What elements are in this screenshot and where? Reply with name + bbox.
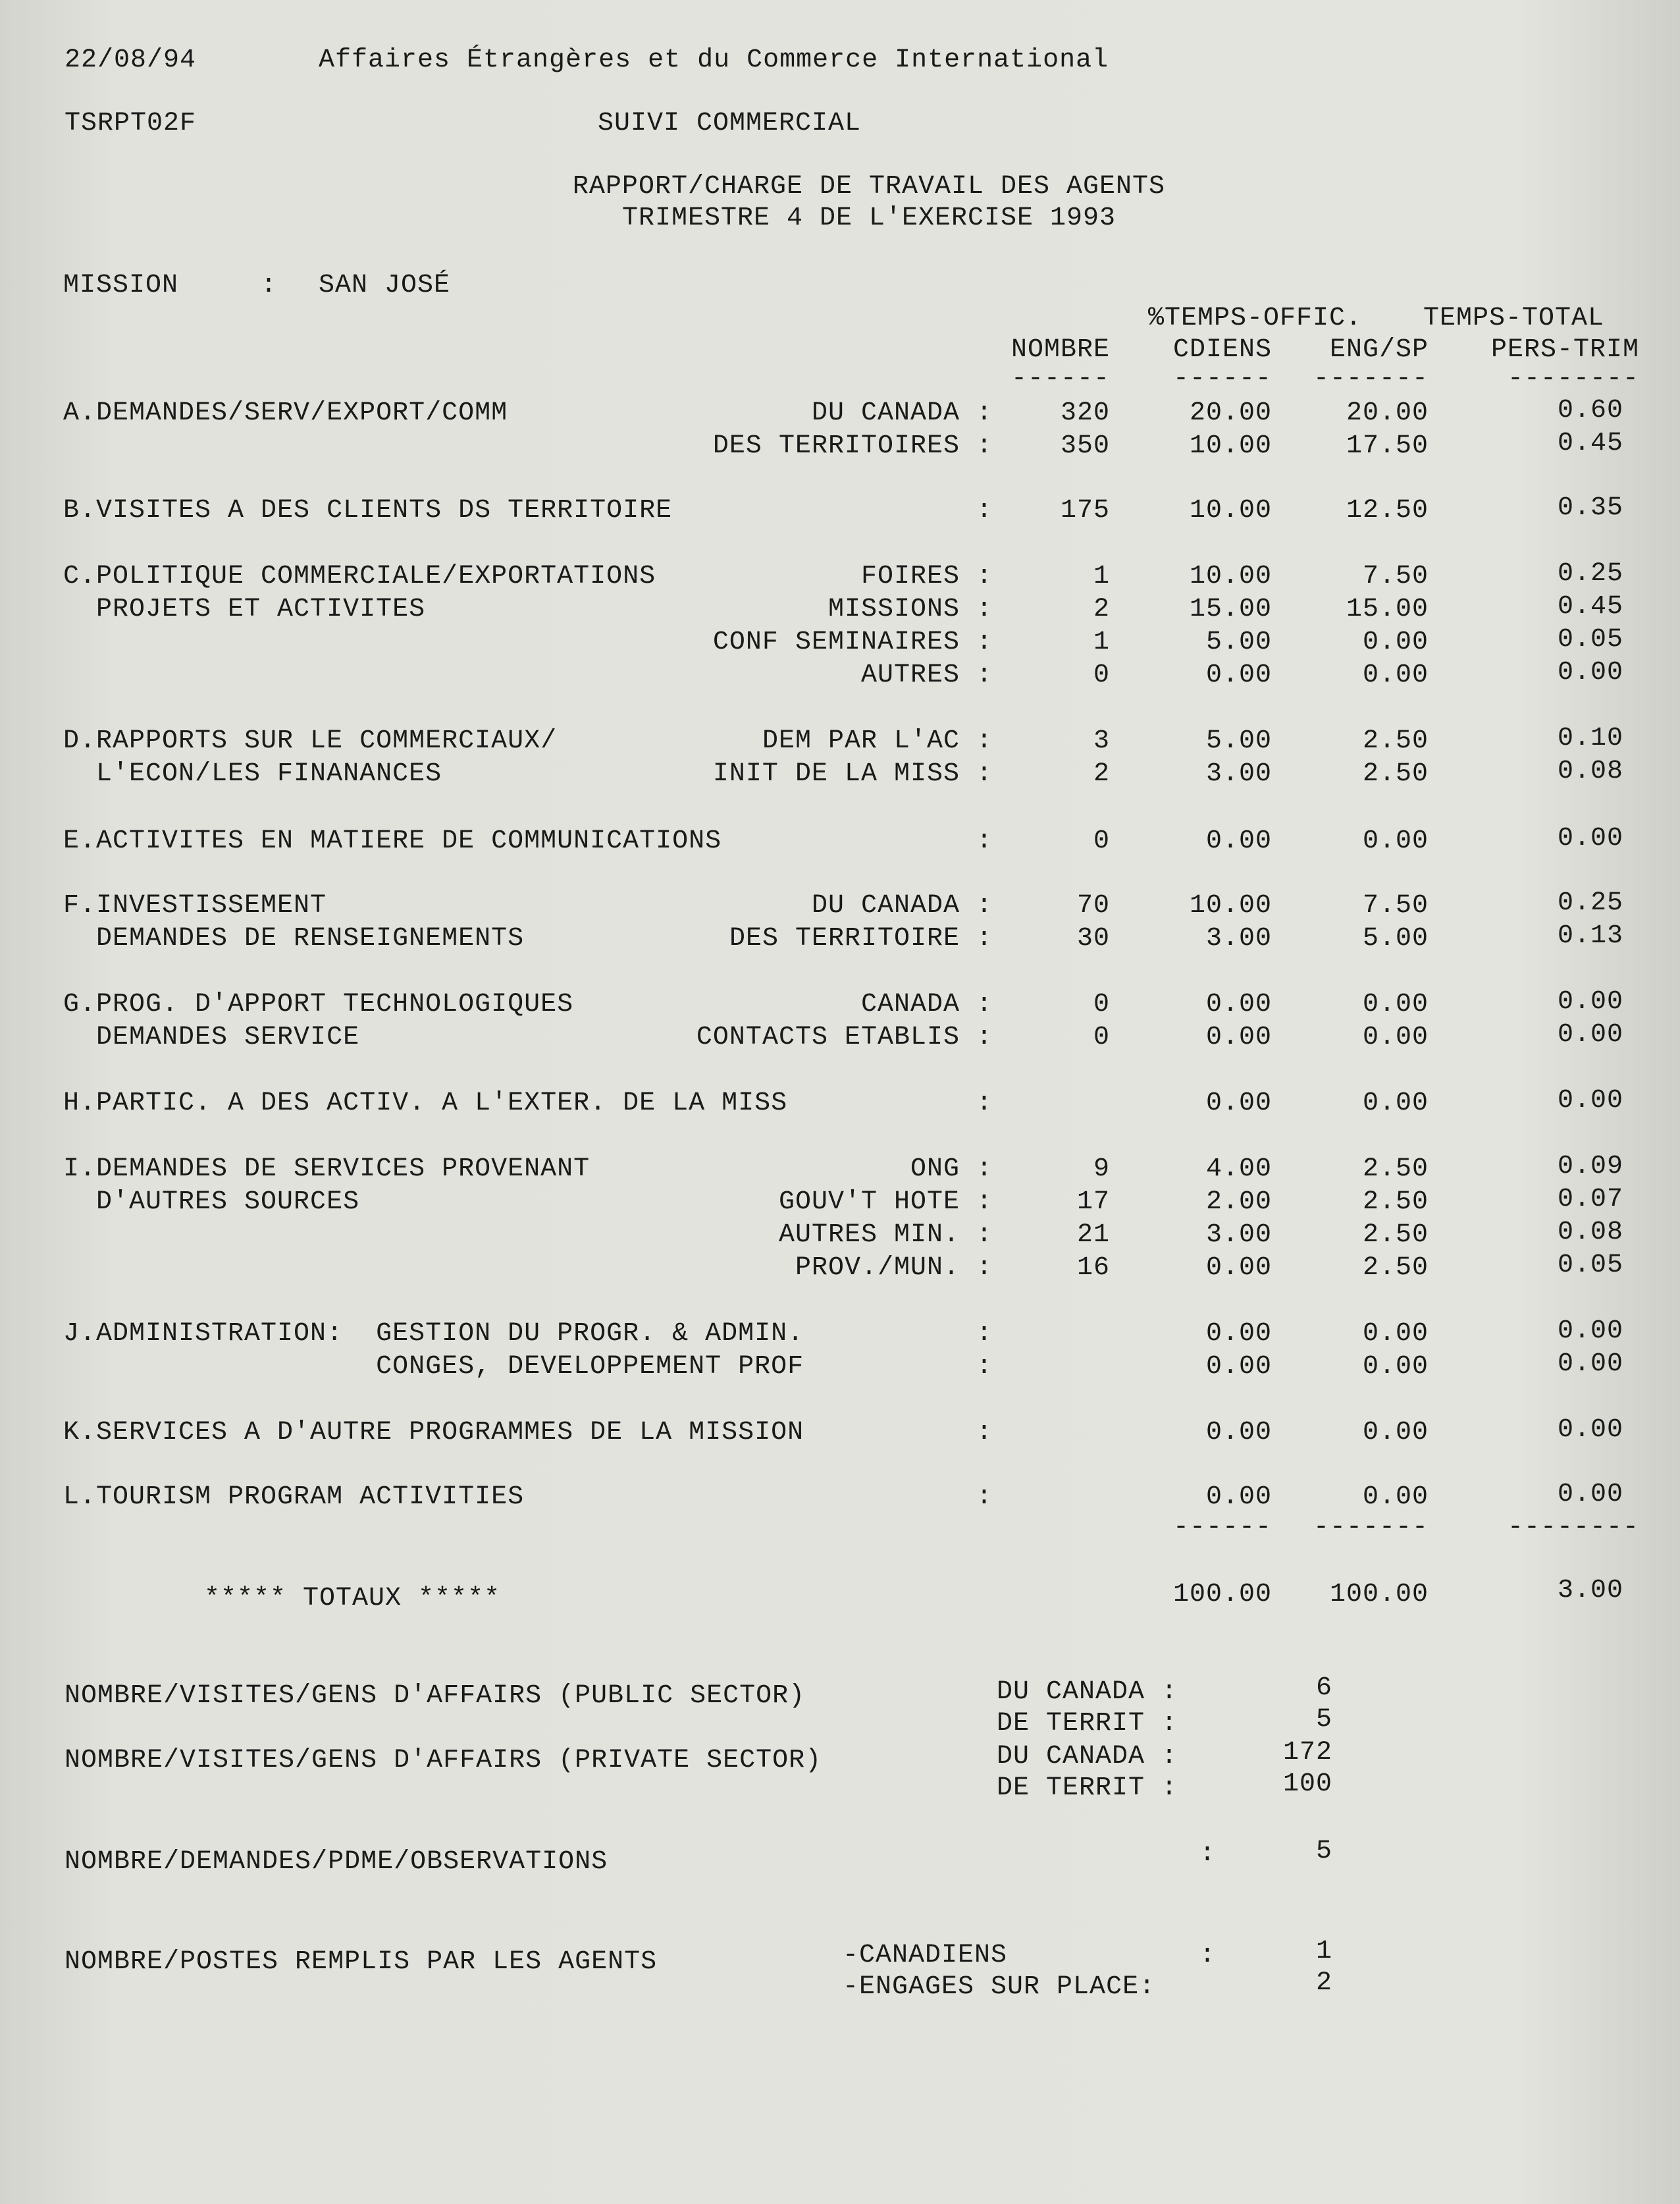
row-perstrim: 0.00 — [1557, 1086, 1623, 1115]
row-perstrim: 0.45 — [1557, 592, 1623, 622]
row-engsp: 15.00 — [1346, 595, 1429, 624]
row-perstrim: 0.10 — [1557, 724, 1623, 753]
canadiens-separator: : — [1199, 1941, 1217, 1970]
totals-rule-perstrim: -------- — [1507, 1513, 1639, 1542]
col-nombre-rule: ------ — [1011, 364, 1110, 394]
row-cdiens: 4.00 — [1205, 1154, 1272, 1184]
pdme-label: NOMBRE/DEMANDES/PDME/OBSERVATIONS — [65, 1847, 608, 1877]
private-de-territ-label: DE TERRIT : — [997, 1773, 1178, 1803]
private-du-canada-value: 172 — [1282, 1738, 1332, 1767]
row-sublabel: DES TERRITOIRES : — [712, 431, 993, 461]
report-date: 22/08/94 — [65, 45, 197, 75]
row-nombre: 70 — [1076, 891, 1110, 921]
row-engsp: 7.50 — [1362, 562, 1429, 591]
row-label: I.DEMANDES DE SERVICES PROVENANT — [63, 1154, 591, 1184]
row-cdiens: 15.00 — [1189, 595, 1272, 624]
public-de-territ-value: 5 — [1315, 1705, 1332, 1734]
row-label: D'AUTRES SOURCES — [63, 1187, 360, 1217]
row-engsp: 0.00 — [1362, 660, 1429, 690]
report-title: RAPPORT/CHARGE DE TRAVAIL DES AGENTS — [572, 172, 1166, 202]
row-sublabel: DES TERRITOIRE : — [729, 924, 993, 954]
row-label: B.VISITES A DES CLIENTS DS TERRITOIRE — [63, 496, 673, 525]
row-nombre: 0 — [1093, 826, 1110, 856]
row-cdiens: 0.00 — [1205, 660, 1272, 690]
col-group-header: %TEMPS-OFFIC. — [1148, 304, 1363, 333]
row-cdiens: 0.00 — [1205, 1089, 1272, 1118]
row-cdiens: 0.00 — [1205, 1418, 1272, 1447]
row-sublabel: DEM PAR L'AC : — [762, 726, 993, 756]
row-cdiens: 20.00 — [1189, 398, 1272, 428]
public-du-canada-label: DU CANADA : — [997, 1677, 1178, 1707]
row-perstrim: 0.00 — [1557, 1349, 1623, 1379]
totals-perstrim: 3.00 — [1557, 1576, 1623, 1605]
row-sublabel: DU CANADA : — [811, 398, 993, 428]
row-perstrim: 0.00 — [1557, 824, 1623, 853]
row-cdiens: 0.00 — [1205, 826, 1272, 856]
row-nombre: 2 — [1093, 595, 1110, 624]
col-cdiens-rule: ------ — [1172, 364, 1272, 394]
row-nombre: 175 — [1060, 496, 1110, 525]
totals-rule-cdiens: ------ — [1172, 1513, 1272, 1542]
row-perstrim: 0.08 — [1557, 1218, 1623, 1247]
row-cdiens: 10.00 — [1189, 891, 1272, 921]
col-perstrim-rule: -------- — [1507, 364, 1639, 394]
row-engsp: 0.00 — [1362, 628, 1429, 657]
private-de-territ-value: 100 — [1282, 1769, 1332, 1799]
row-engsp: 2.50 — [1362, 1187, 1429, 1217]
row-sublabel: AUTRES : — [860, 660, 993, 690]
public-du-canada-value: 6 — [1315, 1673, 1332, 1703]
public-sector-label: NOMBRE/VISITES/GENS D'AFFAIRS (PUBLIC SECTOR) — [65, 1681, 806, 1711]
row-perstrim: 0.35 — [1557, 493, 1623, 523]
row-sublabel: FOIRES : — [860, 562, 993, 591]
row-sublabel: DU CANADA : — [811, 891, 993, 921]
row-label: J.ADMINISTRATION: GESTION DU PROGR. & ADMIN. — [63, 1319, 804, 1349]
row-perstrim: 0.00 — [1557, 1020, 1623, 1050]
row-perstrim: 0.07 — [1557, 1185, 1623, 1214]
row-nombre: 1 — [1093, 628, 1110, 657]
row-perstrim: 0.00 — [1557, 1415, 1623, 1445]
row-sublabel: : — [976, 1418, 993, 1447]
row-sublabel: MISSIONS : — [827, 595, 993, 624]
row-engsp: 17.50 — [1346, 431, 1429, 461]
totals-cdiens: 100.00 — [1172, 1580, 1272, 1609]
row-perstrim: 0.00 — [1557, 1480, 1623, 1509]
pdme-value: 5 — [1315, 1837, 1332, 1866]
row-sublabel: GOUV'T HOTE : — [778, 1187, 993, 1217]
row-engsp: 0.00 — [1362, 1352, 1429, 1382]
row-sublabel: INIT DE LA MISS : — [712, 759, 993, 789]
mission-label: MISSION — [63, 271, 179, 300]
row-label: CONGES, DEVELOPPEMENT PROF — [63, 1352, 804, 1382]
row-cdiens: 3.00 — [1205, 1220, 1272, 1250]
row-cdiens: 10.00 — [1189, 496, 1272, 525]
col-total-header: TEMPS-TOTAL — [1423, 304, 1605, 333]
row-label: E.ACTIVITES EN MATIERE DE COMMUNICATIONS — [63, 826, 722, 856]
row-sublabel: : — [976, 1482, 993, 1512]
row-nombre: 2 — [1093, 759, 1110, 789]
row-nombre: 320 — [1060, 398, 1110, 428]
col-engsp: ENG/SP — [1329, 335, 1429, 365]
row-cdiens: 0.00 — [1205, 1352, 1272, 1382]
row-nombre: 3 — [1093, 726, 1110, 756]
private-sector-label: NOMBRE/VISITES/GENS D'AFFAIRS (PRIVATE SECTOR) — [65, 1746, 822, 1775]
row-perstrim: 0.25 — [1557, 888, 1623, 918]
row-cdiens: 10.00 — [1189, 431, 1272, 461]
row-label: DEMANDES DE RENSEIGNEMENTS — [63, 924, 525, 954]
row-label: F.INVESTISSEMENT — [63, 891, 327, 921]
row-cdiens: 3.00 — [1205, 759, 1272, 789]
row-nombre: 21 — [1076, 1220, 1110, 1250]
row-engsp: 5.00 — [1362, 924, 1429, 954]
row-perstrim: 0.08 — [1557, 757, 1623, 786]
public-de-territ-label: DE TERRIT : — [997, 1709, 1178, 1738]
row-perstrim: 0.25 — [1557, 559, 1623, 589]
row-nombre: 0 — [1093, 1023, 1110, 1052]
row-engsp: 0.00 — [1362, 1023, 1429, 1052]
row-perstrim: 0.13 — [1557, 921, 1623, 951]
row-engsp: 0.00 — [1362, 1418, 1429, 1447]
row-label: L'ECON/LES FINANANCES — [63, 759, 442, 789]
private-du-canada-label: DU CANADA : — [997, 1742, 1178, 1771]
row-perstrim: 0.00 — [1557, 987, 1623, 1017]
row-label: H.PARTIC. A DES ACTIV. A L'EXTER. DE LA MISS — [63, 1089, 788, 1118]
report-subtitle: TRIMESTRE 4 DE L'EXERCISE 1993 — [621, 203, 1116, 233]
row-cdiens: 5.00 — [1205, 628, 1272, 657]
engages-label: -ENGAGES SUR PLACE: — [843, 1972, 1156, 2002]
mission-value: SAN JOSÉ — [319, 271, 451, 300]
row-nombre: 0 — [1093, 660, 1110, 690]
row-cdiens: 3.00 — [1205, 924, 1272, 954]
row-perstrim: 0.05 — [1557, 1250, 1623, 1280]
row-engsp: 7.50 — [1362, 891, 1429, 921]
row-label: G.PROG. D'APPORT TECHNOLOGIQUES — [63, 990, 574, 1019]
canadiens-label: -CANADIENS — [843, 1941, 1008, 1970]
row-label: D.RAPPORTS SUR LE COMMERCIAUX/ — [63, 726, 558, 756]
row-sublabel: : — [976, 1319, 993, 1349]
row-nombre: 30 — [1076, 924, 1110, 954]
row-engsp: 0.00 — [1362, 1319, 1429, 1349]
row-cdiens: 0.00 — [1205, 1023, 1272, 1052]
row-perstrim: 0.00 — [1557, 658, 1623, 687]
row-sublabel: CONTACTS ETABLIS : — [696, 1023, 993, 1052]
row-cdiens: 0.00 — [1205, 990, 1272, 1019]
row-nombre: 9 — [1093, 1154, 1110, 1184]
row-cdiens: 0.00 — [1205, 1482, 1272, 1512]
totals-engsp: 100.00 — [1329, 1580, 1429, 1609]
row-sublabel: ONG : — [910, 1154, 993, 1184]
col-engsp-rule: ------- — [1313, 364, 1429, 394]
report-code: TSRPT02F — [65, 109, 197, 138]
row-cdiens: 0.00 — [1205, 1319, 1272, 1349]
postes-label: NOMBRE/POSTES REMPLIS PAR LES AGENTS — [65, 1947, 658, 1977]
row-perstrim: 0.05 — [1557, 625, 1623, 655]
row-engsp: 2.50 — [1362, 1154, 1429, 1184]
row-sublabel: PROV./MUN. : — [795, 1253, 993, 1283]
row-engsp: 20.00 — [1346, 398, 1429, 428]
row-sublabel: AUTRES MIN. : — [778, 1220, 993, 1250]
row-label: PROJETS ET ACTIVITES — [63, 595, 426, 624]
row-label: DEMANDES SERVICE — [63, 1023, 360, 1052]
row-label: L.TOURISM PROGRAM ACTIVITIES — [63, 1482, 525, 1512]
row-nombre: 350 — [1060, 431, 1110, 461]
row-engsp: 0.00 — [1362, 1089, 1429, 1118]
totals-label: ***** TOTAUX ***** — [204, 1584, 501, 1613]
pdme-separator: : — [1199, 1839, 1217, 1869]
row-engsp: 0.00 — [1362, 1482, 1429, 1512]
row-engsp: 2.50 — [1362, 726, 1429, 756]
row-label: A.DEMANDES/SERV/EXPORT/COMM — [63, 398, 508, 428]
row-nombre: 0 — [1093, 990, 1110, 1019]
row-engsp: 2.50 — [1362, 1253, 1429, 1283]
row-perstrim: 0.45 — [1557, 429, 1623, 458]
row-engsp: 12.50 — [1346, 496, 1429, 525]
row-cdiens: 2.00 — [1205, 1187, 1272, 1217]
row-sublabel: : — [976, 1352, 993, 1382]
row-sublabel: : — [976, 1089, 993, 1118]
row-nombre: 16 — [1076, 1253, 1110, 1283]
canadiens-value: 1 — [1315, 1937, 1332, 1966]
system-name: SUIVI COMMERCIAL — [598, 109, 862, 138]
mission-separator: : — [261, 271, 278, 300]
row-sublabel: CANADA : — [860, 990, 993, 1019]
row-engsp: 0.00 — [1362, 826, 1429, 856]
row-sublabel: : — [976, 826, 993, 856]
row-label: K.SERVICES A D'AUTRE PROGRAMMES DE LA MISSION — [63, 1418, 804, 1447]
row-nombre: 1 — [1093, 562, 1110, 591]
row-sublabel: : — [976, 496, 993, 525]
row-engsp: 2.50 — [1362, 1220, 1429, 1250]
col-nombre: NOMBRE — [1011, 335, 1110, 365]
row-cdiens: 10.00 — [1189, 562, 1272, 591]
row-cdiens: 0.00 — [1205, 1253, 1272, 1283]
row-perstrim: 0.00 — [1557, 1316, 1623, 1346]
row-perstrim: 0.60 — [1557, 396, 1623, 425]
department-name: Affaires Étrangères et du Commerce International — [319, 45, 1109, 75]
totals-rule-engsp: ------- — [1313, 1513, 1429, 1542]
row-nombre: 17 — [1076, 1187, 1110, 1217]
col-perstrim: PERS-TRIM — [1490, 335, 1639, 365]
row-label: C.POLITIQUE COMMERCIALE/EXPORTATIONS — [63, 562, 656, 591]
row-sublabel: CONF SEMINAIRES : — [712, 628, 993, 657]
col-cdiens: CDIENS — [1172, 335, 1272, 365]
row-cdiens: 5.00 — [1205, 726, 1272, 756]
row-engsp: 0.00 — [1362, 990, 1429, 1019]
row-perstrim: 0.09 — [1557, 1152, 1623, 1181]
engages-value: 2 — [1315, 1968, 1332, 1998]
row-engsp: 2.50 — [1362, 759, 1429, 789]
